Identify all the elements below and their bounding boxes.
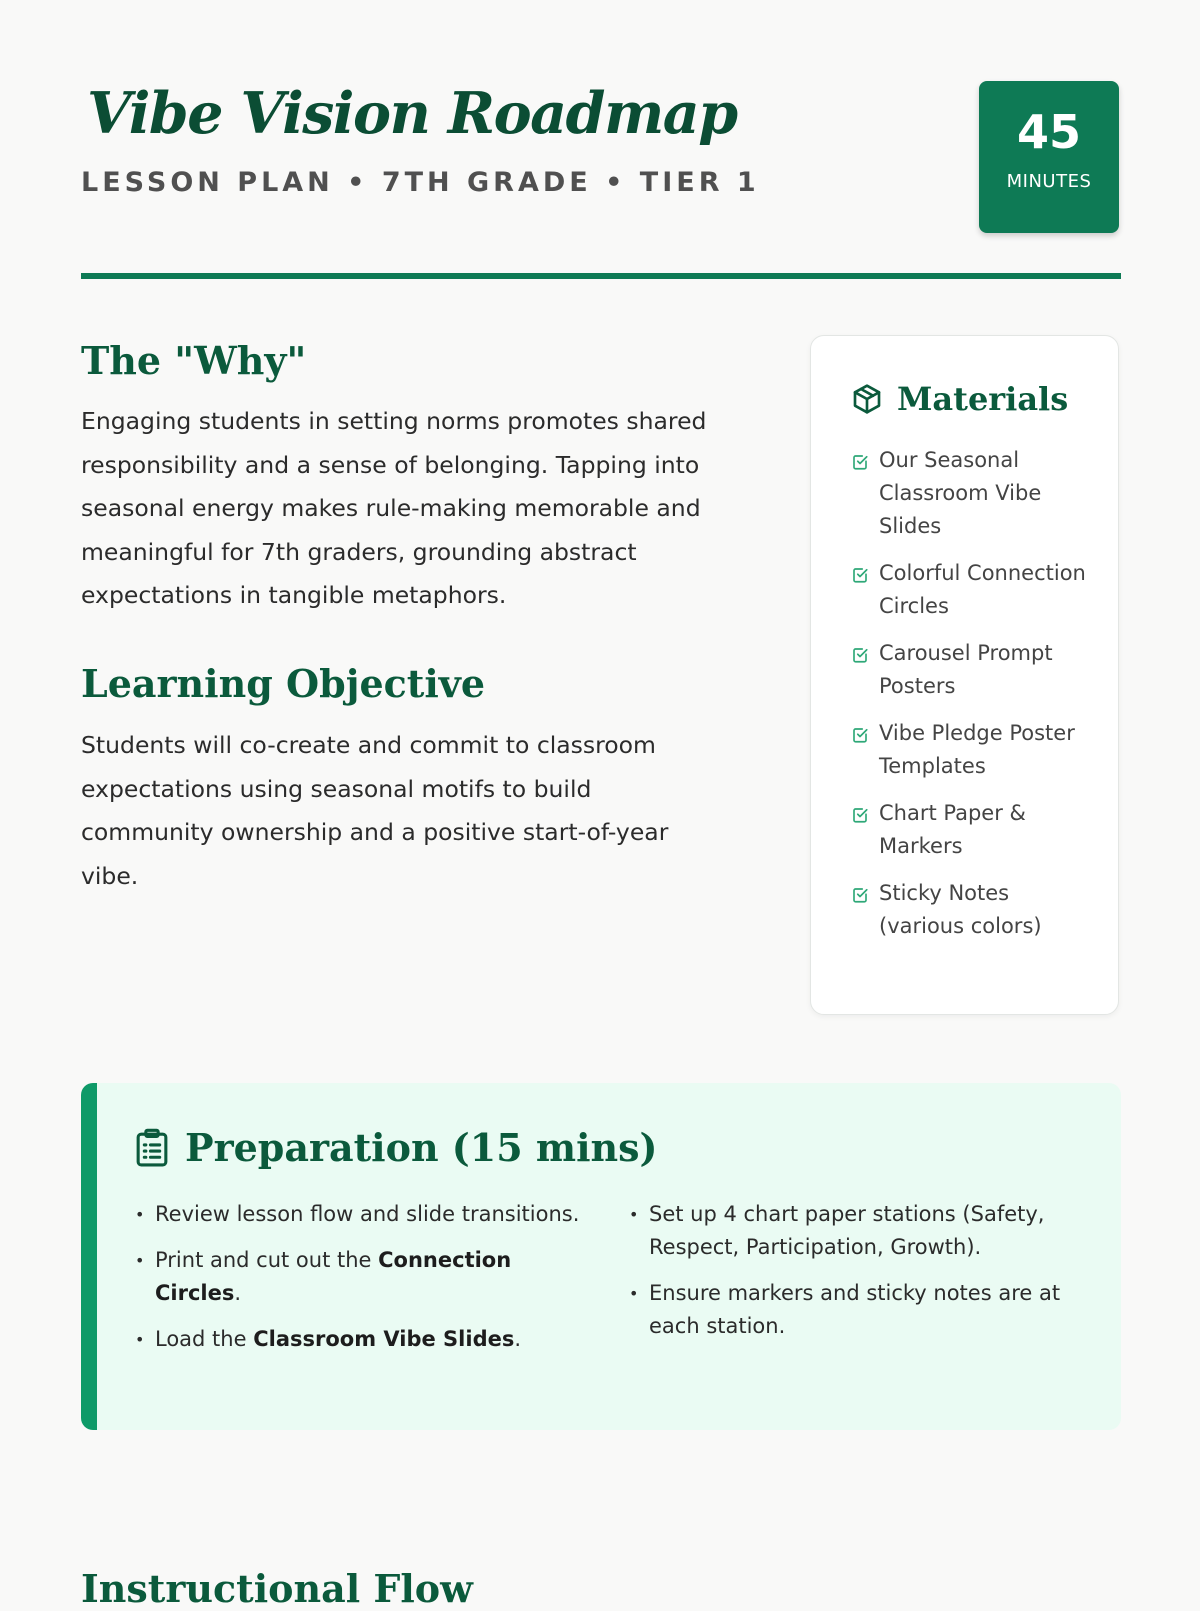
duration-badge — [979, 81, 1119, 233]
page-subtitle: LESSON PLAN • 7TH GRADE • TIER 1 — [81, 167, 760, 198]
materials-list — [851, 444, 1091, 957]
preparation-card — [81, 1083, 1121, 1430]
list-item — [851, 877, 1091, 943]
duration-value: 45 — [1016, 105, 1081, 159]
prep-text: Load the — [155, 1327, 254, 1351]
instructional-flow-heading: Instructional Flow — [81, 1566, 473, 1611]
list-item — [851, 557, 1091, 623]
list-item — [851, 797, 1091, 863]
prep-bold-text: Connection Circles — [155, 1248, 512, 1305]
list-item — [851, 444, 1091, 543]
preparation-list-left — [135, 1198, 595, 1369]
check-square-icon — [851, 646, 869, 664]
prep-text: . — [514, 1327, 522, 1351]
list-item — [851, 717, 1091, 783]
prep-text: Set up 4 chart paper stations (Safety, Respect, Participation, Growth). — [649, 1202, 1045, 1259]
material-label: Carousel Prompt Posters — [879, 641, 1053, 698]
prep-text: Ensure markers and sticky notes are at each station. — [649, 1281, 1061, 1338]
prep-bold-text: Classroom Vibe Slides — [253, 1327, 515, 1351]
check-square-icon — [851, 886, 869, 904]
materials-header — [851, 380, 1068, 418]
check-square-icon — [851, 726, 869, 744]
clipboard-icon — [135, 1128, 169, 1168]
check-square-icon — [851, 566, 869, 584]
package-icon — [851, 383, 883, 415]
why-text: Engaging students in setting norms promotes shared responsibility and a sense of belonging. Tapping into seasonal energy makes rule-making memorable and meaningful for 7th graders, grounding abstract expectations in tangible metaphors. — [81, 407, 707, 609]
material-label: Sticky Notes (various colors) — [879, 881, 1042, 938]
materials-heading: Materials — [897, 380, 1069, 418]
prep-text: . — [234, 1281, 242, 1305]
material-label: Colorful Connection Circles — [879, 561, 1086, 618]
check-square-icon — [851, 453, 869, 471]
objective-text: Students will co-create and commit to classroom expectations using seasonal motifs to build community ownership and a positive start-of-year vibe. — [81, 731, 669, 890]
preparation-heading: Preparation (15 mins) — [185, 1125, 658, 1170]
list-item — [135, 1198, 595, 1231]
list-item — [629, 1198, 1089, 1264]
check-square-icon — [851, 806, 869, 824]
duration-unit: MINUTES — [1006, 171, 1092, 192]
list-item — [851, 637, 1091, 703]
why-heading: The "Why" — [81, 338, 307, 383]
material-label: Our Seasonal Classroom Vibe Slides — [879, 448, 1042, 538]
material-label: Chart Paper & Markers — [879, 801, 1026, 858]
objective-heading: Learning Objective — [81, 661, 486, 706]
list-item — [135, 1323, 595, 1356]
prep-text: Review lesson flow and slide transitions. — [155, 1202, 580, 1226]
material-label: Vibe Pledge Poster Templates — [879, 721, 1075, 778]
list-item — [135, 1244, 595, 1310]
materials-card — [810, 335, 1119, 1015]
list-item — [629, 1277, 1089, 1343]
prep-text: Print and cut out the — [155, 1248, 379, 1272]
preparation-header — [135, 1125, 658, 1170]
page-title: Vibe Vision Roadmap — [87, 80, 737, 147]
preparation-list-right — [629, 1198, 1089, 1356]
header-divider — [81, 273, 1121, 279]
